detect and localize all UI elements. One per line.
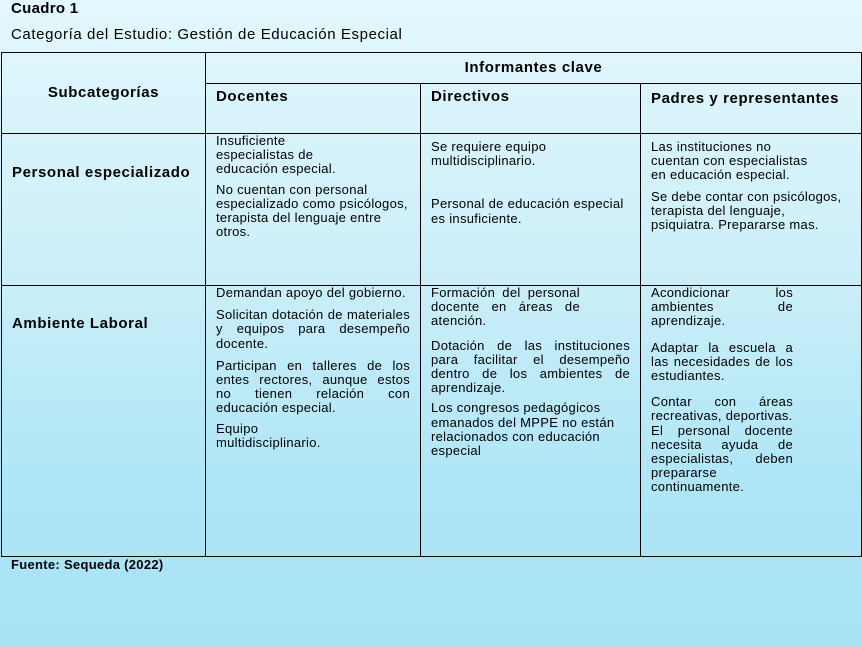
cell-text: Acondicionar los ambientes de aprendizaje. xyxy=(651,285,793,329)
cell-personal-directivos xyxy=(421,134,641,286)
cell-text: Los congresos pedagógicos emanados del MPPE no están relacionados con educación especial xyxy=(431,400,615,459)
cell-text: Las instituciones no cuentan con especialistas en educación especial. xyxy=(651,139,808,183)
cell-text: Adaptar la escuela a las necesidades de los estudiantes. xyxy=(651,339,793,384)
source-note: Fuente: Sequeda (2022) xyxy=(11,557,164,572)
cell-ambiente-padres xyxy=(641,286,862,557)
cell-text: Contar con áreas recreativas, deportivas. xyxy=(651,394,793,424)
cell-text: Demandan apoyo del gobierno. xyxy=(216,285,406,300)
column-header-directivos: Directivos xyxy=(421,84,641,134)
page-title: Cuadro 1 xyxy=(11,0,79,17)
subcategory-header: Subcategorías xyxy=(2,53,206,134)
cell-text: Solicitan dotación de materiales y equipos para desempeño docente. xyxy=(216,307,410,351)
cell-text: Personal de educación especial es insuficiente. xyxy=(431,196,624,226)
cell-text: Equipo multidisciplinario. xyxy=(216,420,321,450)
cell-personal-padres xyxy=(641,134,862,286)
table-row-personal xyxy=(2,134,862,286)
column-header-docentes: Docentes xyxy=(206,84,421,134)
cell-text: Formación del personal docente en áreas de atención. xyxy=(431,285,580,329)
subcategory-ambiente: Ambiente Laboral xyxy=(2,286,206,557)
study-category-table xyxy=(1,52,862,557)
informants-header: Informantes clave xyxy=(206,53,862,84)
cell-text: No cuentan con personal especializado como psicólogos, terapista del lenguaje entre otros. xyxy=(216,181,408,240)
table-row-ambiente xyxy=(2,286,862,557)
cell-text: Se debe contar con psicólogos, terapista del lenguaje, psiquiatra. Prepararse mas. xyxy=(651,188,842,233)
cell-text: Se requiere equipo multidisciplinario. xyxy=(431,139,547,169)
cell-ambiente-directivos xyxy=(421,286,641,557)
cell-personal-docentes xyxy=(206,134,421,286)
cell-text: Dotación de las instituciones para facilitar el desempeño dentro de los ambientes de aprendizaje. xyxy=(431,337,630,396)
cell-text: Participan en talleres de los entes rectores, aunque estos no tienen relación con educación especial. xyxy=(216,357,410,416)
cell-ambiente-docentes xyxy=(206,286,421,557)
cell-text: El personal docente necesita ayuda de especialistas, deben prepararse continuamente. xyxy=(651,422,793,495)
cell-text: Insuficiente especialistas de educación especial. xyxy=(216,133,336,177)
column-header-padres: Padres y representantes xyxy=(641,84,862,134)
page-subtitle: Categoría del Estudio: Gestión de Educación Especial xyxy=(11,26,403,43)
subcategory-personal: Personal especializado xyxy=(2,134,206,286)
